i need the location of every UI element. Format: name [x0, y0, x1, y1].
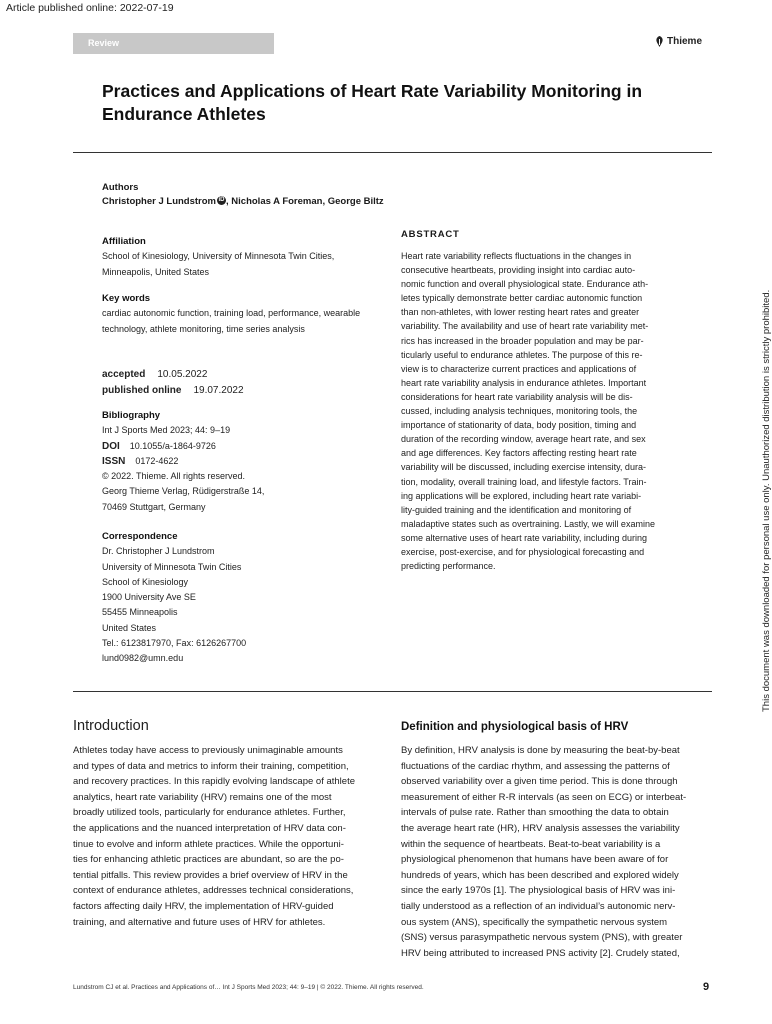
doi-label: DOI — [102, 440, 120, 452]
published-date: 19.07.2022 — [193, 384, 244, 396]
dates-block — [102, 367, 382, 398]
accepted-date: 10.05.2022 — [157, 369, 208, 380]
authors-heading: Authors — [102, 182, 139, 193]
orcid-icon[interactable]: iD — [218, 197, 225, 203]
page-number: 9 — [703, 981, 710, 993]
accepted-label: accepted — [102, 369, 146, 380]
publisher-address-line2: 70469 Stuttgart, Germany — [102, 501, 206, 512]
published-label: published online — [102, 384, 182, 396]
bibliography-heading: Bibliography — [102, 410, 161, 421]
corr-line: Dr. Christopher J Lundstrom — [102, 546, 215, 557]
corr-line: Tel.: 6123817970, Fax: 6126267700 — [102, 638, 247, 649]
download-notice: This document was downloaded for personal use only. Unauthorized distribution is strictly prohibited. — [761, 289, 772, 712]
other-authors: , Nicholas A Foreman, George Biltz — [226, 196, 384, 207]
keywords-text: cardiac autonomic function, training load, performance, wearable technology, athlete monitoring, time series analysis — [102, 308, 361, 334]
keywords-block — [102, 291, 382, 337]
affiliation-text: School of Kinesiology, University of Minnesota Twin Cities, Minneapolis, United States — [102, 251, 335, 277]
bibliography-block — [102, 408, 382, 515]
publisher-name: Thieme — [667, 36, 703, 47]
citation-text: Int J Sports Med 2023; 44: 9–19 — [102, 425, 231, 436]
issn-label: ISSN — [102, 455, 126, 467]
publisher-address-line1: Georg Thieme Verlag, Rüdigerstraße 14, — [102, 486, 265, 497]
issn-value: 0172-4622 — [135, 455, 179, 466]
intro-text: Athletes today have access to previously unimaginable amounts and types of data and metrics to inform their training, competition, and recovery practices. In this rapidly evolving landscape of athlete analytics, heart rate variability (HRV) remains one of the most broadly utilized tools, particularly for endurance athletes. Further, the applications and the nuanced interpretation of HRV data con- tinue to evolve and inform athlete practices. While the opportuni- ties for enhancing athletic practices are abundant, so are the po- tential pitfalls. This review provides a brief overview of HRV in the context of endurance athletes, addresses technical considerations, factors affecting daily HRV, the implementation of HRV-guided training, and alternative and future uses of HRV for athletes. — [73, 745, 355, 928]
copyright-text: © 2022. Thieme. All rights reserved. — [102, 471, 246, 482]
correspondence-heading: Correspondence — [102, 531, 178, 542]
abstract-heading: ABSTRACT — [401, 229, 460, 240]
published-date-note: Article published online: 2022-07-19 — [6, 2, 174, 14]
authors-list — [102, 196, 384, 207]
footer-citation: Lundstrom CJ et al. Practices and Applications of… Int J Sports Med 2023; 44: 9–19 | © 2022. Thieme. All rights reserved. — [73, 984, 424, 991]
definition-text: By definition, HRV analysis is done by measuring the beat-by-beat fluctuations of the cardiac rhythm, and assessing the patterns of observed variability over a given time period. This is done through measurement of either R-R intervals (as seen on ECG) or interbeat- intervals of pulse rate. Rather than smoothing the data to obtain the average heart rate (HR), HRV analysis assesses the variability within the sequence of heartbeats. Beat-to-beat variability is a physiological phenomenon that humans have been aware of for hundreds of years, which has been described and explored widely since the early 1970s [1]. The physiological basis of HRV was ini- tially understood as a reflection of an individual’s autonomic nerv- ous system (ANS), specifically the sympathetic nervous system (SNS) versus parasympathetic nervous system (PNS), with greater HRV being attributed to increased PNS activity [2]. Crudely stated, — [401, 745, 687, 959]
affiliation-block — [102, 234, 382, 280]
corr-line: United States — [102, 622, 157, 633]
definition-heading: Definition and physiological basis of HRV — [401, 721, 629, 733]
abstract-text: Heart rate variability reflects fluctuations in the changes in consecutive heartbeats, providing insight into cardiac auto- nomic function and overall physiological state. Endurance ath- letes typically demonstrate better cardiac autonomic function than non-athletes, with lower resting heart rates and greater variability. The availability and use of heart rate variability met- rics has increased in the broader population and may be par- ticularly useful to endurance athletes. The purpose of this re- view is to characterize current practices and applications of heart rate variability analysis in endurance athletes. Important considerations for heart rate variability analysis will be dis- cussed, including analysis techniques, monitoring tools, the importance of stationarity of data, body position, timing and duration of the recording window, average heart rate, and sex and age differences. Key factors affecting resting heart rate variability will be discussed, including exercise intensity, dura- tion, modality, overall training load, and lifestyle factors. Train- ing applications will be explored, including heart rate variabi- lity-guided training and the identification and monitoring of maladaptive states such as overtraining. Lastly, we will examine some alternative uses of heart rate variability, including during exercise, post-exercise, and for physiological forecasting and predicting performance. — [401, 251, 655, 572]
corr-email[interactable]: lund0982@umn.edu — [102, 653, 184, 664]
mid-divider — [73, 691, 712, 692]
corr-line: School of Kinesiology — [102, 576, 189, 587]
intro-heading: Introduction — [73, 718, 149, 734]
keywords-heading: Key words — [102, 293, 151, 304]
article-title: Practices and Applications of Heart Rate Variability Monitoring in Endurance Athletes — [102, 81, 643, 124]
corr-line: 55455 Minneapolis — [102, 607, 178, 618]
thieme-logo-icon — [655, 36, 664, 47]
correspondence-block — [102, 529, 382, 667]
corr-line: University of Minnesota Twin Cities — [102, 561, 242, 572]
top-divider — [73, 152, 712, 153]
first-author: Christopher J Lundstrom — [102, 196, 217, 207]
doi-link[interactable]: 10.1055/a-1864-9726 — [129, 440, 216, 451]
corr-line: 1900 University Ave SE — [102, 592, 196, 603]
section-label: Review — [73, 33, 274, 54]
affiliation-heading: Affiliation — [102, 236, 146, 247]
publisher-logo — [655, 36, 702, 47]
